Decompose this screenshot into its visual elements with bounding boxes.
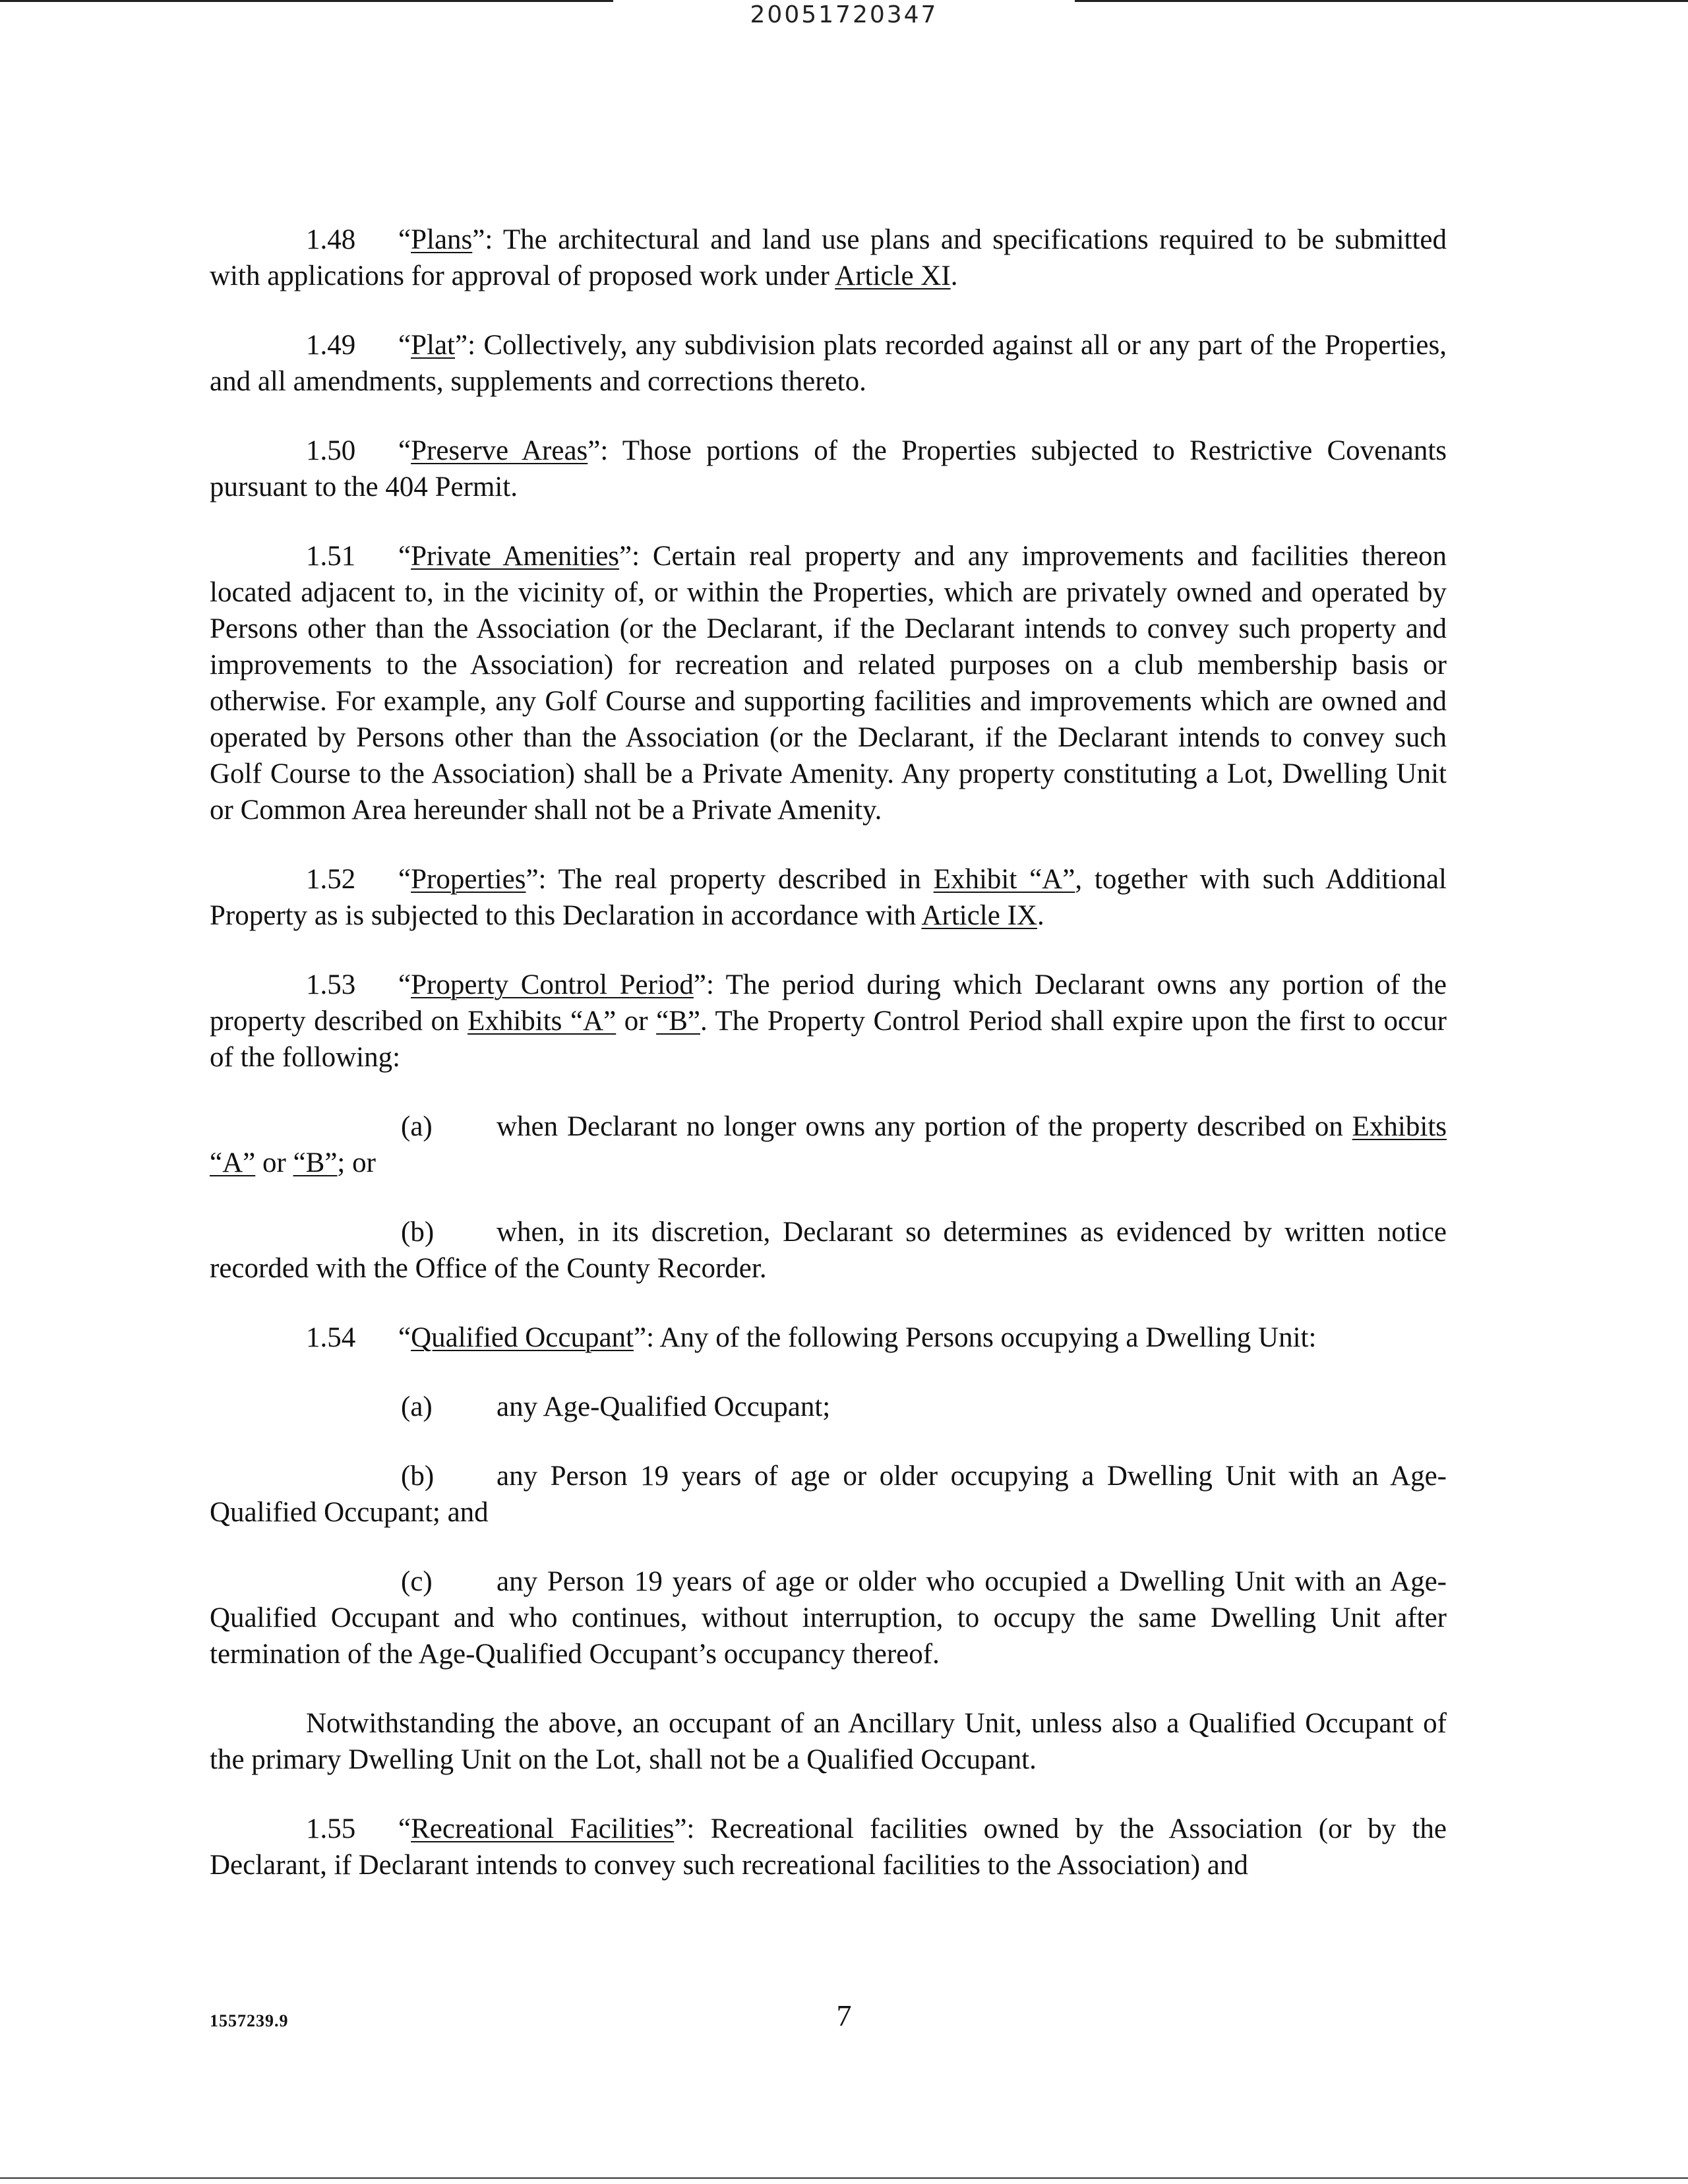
cross-reference: “B” bbox=[293, 1147, 338, 1178]
cross-reference: “B” bbox=[656, 1006, 700, 1037]
cross-reference: Exhibits “A” bbox=[210, 1111, 1447, 1178]
defined-term: Preserve Areas bbox=[411, 435, 588, 466]
section-1-51: 1.51 “Private Amenities”: Certain real property and any improvements and facilities thereon located adjacent to, in the vicinity of, or within the Properties, which are privately owned and operated by Persons other than the Association (or the Declarant, if the Declarant intends to convey such property and improvements to the Association) for recreation and related purposes on a club membership basis or otherwise. For example, any Golf Course and supporting facilities and improvements which are owned and operated by Persons other than the Association (or the Declarant, if the Declarant intends to convey such Golf Course to the Association) shall be a Private Amenity. Any property constituting a Lot, Dwelling Unit or Common Area hereunder shall not be a Private Amenity. bbox=[210, 541, 1447, 826]
defined-term: Property Control Period bbox=[411, 969, 694, 1000]
section-1-54: 1.54 “Qualified Occupant”: Any of the following Persons occupying a Dwelling Unit: bbox=[306, 1322, 1317, 1353]
section-1-50: 1.50 “Preserve Areas”: Those portions of the Properties subjected to Restrictive Covenants pursuant to the 404 Permit. bbox=[210, 435, 1447, 502]
defined-term: Recreational Facilities bbox=[411, 1813, 675, 1844]
defined-term: Properties bbox=[411, 864, 526, 895]
section-1-49: 1.49 “Plat”: Collectively, any subdivision plats recorded against all or any part of the Properties, and all amendments, supplements and corrections thereto. bbox=[210, 330, 1447, 397]
footer-document-id: 1557239.9 bbox=[210, 2011, 289, 2030]
defined-term: Private Amenities bbox=[411, 541, 620, 572]
defined-term: Qualified Occupant bbox=[411, 1322, 634, 1353]
section-1-52: 1.52 “Properties”: The real property described in Exhibit “A”, together with such Additional Property as is subjected to this Declaration in accordance with Article IX. bbox=[210, 864, 1447, 931]
cross-reference: Article IX bbox=[921, 900, 1037, 931]
cross-reference: Article XI bbox=[835, 260, 951, 291]
section-1-53-a: (a) when Declarant no longer owns any portion of the property described on Exhibits “A” or “B”; or bbox=[210, 1111, 1447, 1178]
section-1-54-a: (a) any Age-Qualified Occupant; bbox=[401, 1391, 831, 1422]
page-number: 7 bbox=[836, 1999, 852, 2032]
section-1-53-b: (b) when, in its discretion, Declarant so determines as evidenced by written notice recorded with the Office of the County Recorder. bbox=[210, 1217, 1447, 1284]
section-1-48: 1.48 “Plans”: The architectural and land use plans and specifications required to be submitted with applications for approval of proposed work under Article XI. bbox=[210, 224, 1447, 291]
section-1-54-note: Notwithstanding the above, an occupant of an Ancillary Unit, unless also a Qualified Occupant of the primary Dwelling Unit on the Lot, shall not be a Qualified Occupant. bbox=[210, 1708, 1447, 1775]
defined-term: Plat bbox=[411, 330, 455, 361]
document-number: 20051720347 bbox=[750, 1, 938, 28]
section-1-53: 1.53 “Property Control Period”: The period during which Declarant owns any portion of the property described on Exhibits “A” or “B”. The Property Control Period shall expire upon the first to occur of the following: bbox=[210, 969, 1447, 1073]
section-1-55: 1.55 “Recreational Facilities”: Recreational facilities owned by the Association (or by the Declarant, if Declarant intends to convey such recreational facilities to the Association) and bbox=[210, 1813, 1447, 1881]
cross-reference: Exhibits “A” bbox=[467, 1006, 617, 1037]
bottom-rule bbox=[0, 2177, 1688, 2179]
section-1-54-c: (c) any Person 19 years of age or older who occupied a Dwelling Unit with an Age-Qualified Occupant and who continues, without interruption, to occupy the same Dwelling Unit after termination of the Age-Qualified Occupant’s occupancy thereof. bbox=[210, 1566, 1447, 1670]
defined-term: Plans bbox=[411, 224, 473, 255]
document-body bbox=[210, 222, 1447, 1883]
cross-reference: Exhibit “A” bbox=[933, 864, 1075, 895]
section-1-54-b: (b) any Person 19 years of age or older occupying a Dwelling Unit with an Age-Qualified Occupant; and bbox=[210, 1461, 1447, 1528]
